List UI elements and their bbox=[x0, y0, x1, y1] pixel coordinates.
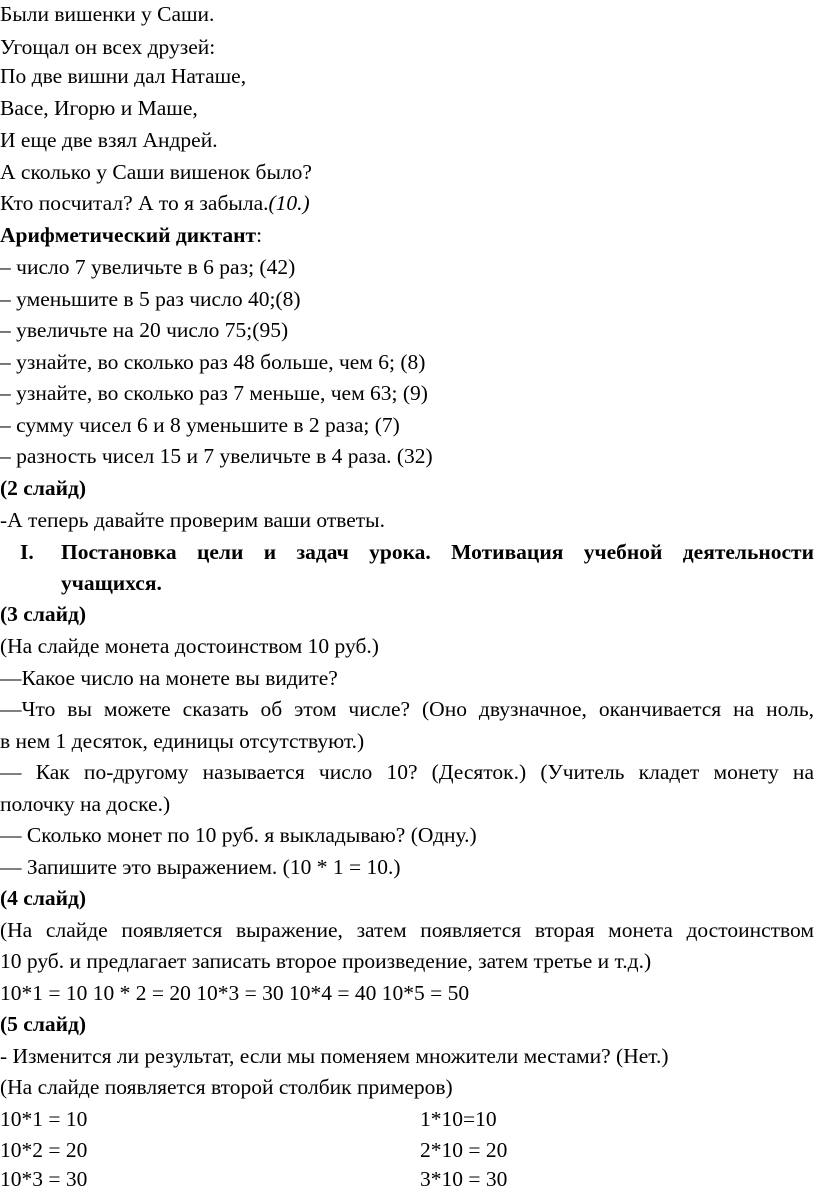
example-left: 10*3 = 30 bbox=[0, 1167, 88, 1191]
slide-label: (2 слайд) bbox=[0, 476, 87, 500]
dictation-item: – уменьшите в 5 раз число 40;(8) bbox=[0, 287, 301, 311]
paragraph: —Какое число на монете вы видите? bbox=[0, 666, 338, 690]
poem-line bbox=[0, 189, 310, 217]
example-left: 10*2 = 20 bbox=[0, 1138, 88, 1162]
dictation-item: – узнайте, во сколько раз 7 меньше, чем 63; (9) bbox=[0, 381, 428, 405]
paragraph: 10 руб. и предлагает записать второе произведение, затем третье и т.д.) bbox=[0, 949, 652, 973]
expression-line: 10*1 = 10 10 * 2 = 20 10*3 = 30 10*4 = 40 10*5 = 50 bbox=[0, 981, 470, 1005]
paragraph: — Сколько монет по 10 руб. я выкладываю? (Одну.) bbox=[0, 823, 477, 847]
example-right: 1*10=10 bbox=[420, 1107, 497, 1131]
dictation-heading bbox=[0, 221, 262, 249]
example-right: 2*10 = 20 bbox=[420, 1138, 508, 1162]
paragraph: - Изменится ли результат, если мы поменяем множители местами? (Нет.) bbox=[0, 1044, 669, 1068]
paragraph: (На слайде появляется выражение, затем появляется вторая монета достоинством bbox=[0, 918, 814, 942]
dictation-item: – сумму чисел 6 и 8 уменьшите в 2 раза; (7) bbox=[0, 413, 400, 437]
poem-text: Кто посчитал? А то я забыла. bbox=[0, 191, 269, 215]
section-title-line: Постановка цели и задач урока. Мотивация учебной деятельности bbox=[61, 540, 814, 564]
paragraph: (На слайде монета достоинством 10 руб.) bbox=[0, 634, 379, 658]
dictation-item: – число 7 увеличьте в 6 раз; (42) bbox=[0, 255, 296, 279]
poem-line: Угощал он всех друзей: bbox=[0, 35, 216, 59]
section-number: I. bbox=[20, 540, 34, 564]
slide-label: (4 слайд) bbox=[0, 886, 87, 910]
paragraph: — Запишите это выражением. (10 * 1 = 10.) bbox=[0, 855, 401, 879]
dictation-item: – увеличьте на 20 число 75;(95) bbox=[0, 318, 289, 342]
slide-label: (5 слайд) bbox=[0, 1012, 87, 1036]
paragraph: -А теперь давайте проверим ваши ответы. bbox=[0, 508, 385, 532]
poem-line: По две вишни дал Наташе, bbox=[0, 64, 247, 88]
section-title-line: учащихся. bbox=[61, 571, 162, 595]
dictation-item: – узнайте, во сколько раз 48 больше, чем 6; (8) bbox=[0, 350, 426, 374]
example-left: 10*1 = 10 bbox=[0, 1107, 88, 1131]
paragraph: — Как по-другому называется число 10? (Десяток.) (Учитель кладет монету на bbox=[0, 760, 814, 784]
example-right: 3*10 = 30 bbox=[420, 1167, 508, 1191]
poem-line: И еще две взял Андрей. bbox=[0, 128, 218, 152]
dictation-item: – разность чисел 15 и 7 увеличьте в 4 раза. (32) bbox=[0, 444, 433, 468]
poem-line: Были вишенки у Саши. bbox=[0, 2, 215, 26]
paragraph: —Что вы можете сказать об этом числе? (Оно двузначное, оканчивается на ноль, bbox=[0, 697, 814, 721]
poem-line: А сколько у Саши вишенок было? bbox=[0, 160, 312, 184]
poem-line: Васе, Игорю и Маше, bbox=[0, 96, 198, 120]
paragraph: (На слайде появляется второй столбик примеров) bbox=[0, 1075, 453, 1099]
poem-answer: (10.) bbox=[268, 191, 310, 215]
dictation-colon: : bbox=[256, 223, 263, 247]
dictation-title: Арифметический диктант bbox=[0, 223, 257, 247]
slide-label: (3 слайд) bbox=[0, 602, 87, 626]
paragraph: полочку на доске.) bbox=[0, 792, 171, 816]
paragraph: в нем 1 десяток, единицы отсутствуют.) bbox=[0, 729, 365, 753]
